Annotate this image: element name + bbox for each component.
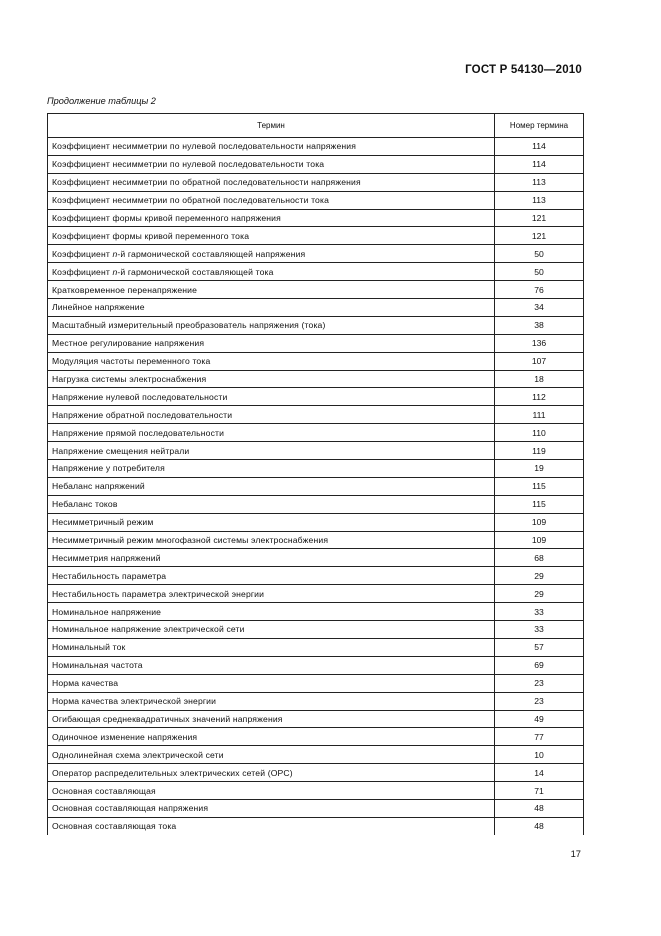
term-number-cell: 114 [495,138,584,156]
table-row [48,567,584,585]
term-number-cell: 69 [495,656,584,674]
term-cell: Кратковременное перенапряжение [48,281,495,299]
table-row [48,281,584,299]
term-cell: Одиночное изменение напряжения [48,728,495,746]
table-row [48,388,584,406]
term-cell: Нестабильность параметра [48,567,495,585]
table-row [48,424,584,442]
term-cell: Основная составляющая напряжения [48,799,495,817]
table-row [48,692,584,710]
term-number-cell: 33 [495,621,584,639]
term-cell: Номинальное напряжение [48,603,495,621]
table-row [48,531,584,549]
term-cell: Небаланс токов [48,495,495,513]
term-cell: Напряжение у потребителя [48,460,495,478]
term-number-cell: 50 [495,263,584,281]
term-number-cell: 107 [495,352,584,370]
term-cell: Напряжение нулевой последовательности [48,388,495,406]
term-number-cell: 33 [495,603,584,621]
table-row [48,442,584,460]
table-row [48,603,584,621]
table-row [48,513,584,531]
table-row [48,710,584,728]
term-number-cell: 18 [495,370,584,388]
term-cell: Оператор распределительных электрических сетей (ОРС) [48,764,495,782]
term-number-cell: 111 [495,406,584,424]
term-cell: Норма качества [48,674,495,692]
table-row [48,460,584,478]
table-row [48,209,584,227]
term-cell: Коэффициент несимметрии по обратной последовательности напряжения [48,173,495,191]
table-row [48,549,584,567]
term-cell: Норма качества электрической энергии [48,692,495,710]
table-row [48,817,584,834]
table-row [48,764,584,782]
column-header-term: Термин [48,114,495,138]
table-row [48,674,584,692]
table-row [48,263,584,281]
term-number-cell: 121 [495,209,584,227]
term-cell: Основная составляющая [48,782,495,800]
table-row [48,728,584,746]
term-number-cell: 23 [495,692,584,710]
term-number-cell: 38 [495,316,584,334]
term-number-cell: 112 [495,388,584,406]
table-row [48,352,584,370]
table-row [48,621,584,639]
term-number-cell: 121 [495,227,584,245]
table-row [48,370,584,388]
term-number-cell: 50 [495,245,584,263]
document-code: ГОСТ Р 54130—2010 [465,64,582,76]
table-row [48,585,584,603]
term-number-cell: 110 [495,424,584,442]
term-number-cell: 136 [495,334,584,352]
table-row [48,799,584,817]
table-header-row [48,114,584,138]
term-cell: Нестабильность параметра электрической энергии [48,585,495,603]
term-number-cell: 109 [495,531,584,549]
term-cell: Номинальное напряжение электрической сети [48,621,495,639]
term-cell: Масштабный измерительный преобразователь напряжения (тока) [48,316,495,334]
term-cell: Несимметрия напряжений [48,549,495,567]
term-cell: Несимметричный режим [48,513,495,531]
term-cell: Местное регулирование напряжения [48,334,495,352]
term-cell: Огибающая среднеквадратичных значений напряжения [48,710,495,728]
table-row [48,477,584,495]
table-row [48,245,584,263]
table-row [48,334,584,352]
term-cell: Номинальная частота [48,656,495,674]
term-number-cell: 113 [495,173,584,191]
term-number-cell: 68 [495,549,584,567]
term-number-cell: 48 [495,817,584,834]
table-caption: Продолжение таблицы 2 [47,96,156,106]
term-cell: Модуляция частоты переменного тока [48,352,495,370]
term-number-cell: 114 [495,155,584,173]
term-cell: Напряжение смещения нейтрали [48,442,495,460]
term-cell: Линейное напряжение [48,299,495,317]
term-cell: Номинальный ток [48,638,495,656]
term-cell: Небаланс напряжений [48,477,495,495]
term-number-cell: 14 [495,764,584,782]
page-number: 17 [570,848,581,859]
term-cell: Нагрузка системы электроснабжения [48,370,495,388]
term-number-cell: 71 [495,782,584,800]
term-number-cell: 115 [495,477,584,495]
table-header [48,114,584,138]
term-number-cell: 23 [495,674,584,692]
term-cell: Напряжение обратной последовательности [48,406,495,424]
table-body [48,138,584,835]
term-number-cell: 49 [495,710,584,728]
term-number-cell: 34 [495,299,584,317]
term-cell: Коэффициент формы кривой переменного тока [48,227,495,245]
term-number-cell: 119 [495,442,584,460]
table-row [48,299,584,317]
term-number-cell: 115 [495,495,584,513]
column-header-number: Номер термина [495,114,584,138]
term-number-cell: 76 [495,281,584,299]
term-cell: Основная составляющая тока [48,817,495,834]
term-cell: Коэффициент несимметрии по нулевой последовательности тока [48,155,495,173]
terms-table [47,113,584,835]
term-cell: Однолинейная схема электрической сети [48,746,495,764]
term-cell: Напряжение прямой последовательности [48,424,495,442]
term-number-cell: 113 [495,191,584,209]
table-row [48,138,584,156]
term-number-cell: 29 [495,585,584,603]
term-cell: Коэффициент несимметрии по нулевой последовательности напряжения [48,138,495,156]
term-number-cell: 10 [495,746,584,764]
term-number-cell: 109 [495,513,584,531]
table-row [48,406,584,424]
table-row [48,746,584,764]
term-number-cell: 48 [495,799,584,817]
table-row [48,638,584,656]
term-cell: Коэффициент n-й гармонической составляющей напряжения [48,245,495,263]
term-cell: Несимметричный режим многофазной системы электроснабжения [48,531,495,549]
table-row [48,227,584,245]
term-number-cell: 29 [495,567,584,585]
term-number-cell: 19 [495,460,584,478]
table-row [48,191,584,209]
term-number-cell: 57 [495,638,584,656]
term-cell: Коэффициент несимметрии по обратной последовательности тока [48,191,495,209]
term-cell: Коэффициент формы кривой переменного напряжения [48,209,495,227]
table-row [48,155,584,173]
table-row [48,173,584,191]
term-cell: Коэффициент n-й гармонической составляющей тока [48,263,495,281]
term-number-cell: 77 [495,728,584,746]
table-row [48,656,584,674]
table-row [48,316,584,334]
table-row [48,782,584,800]
table-row [48,495,584,513]
